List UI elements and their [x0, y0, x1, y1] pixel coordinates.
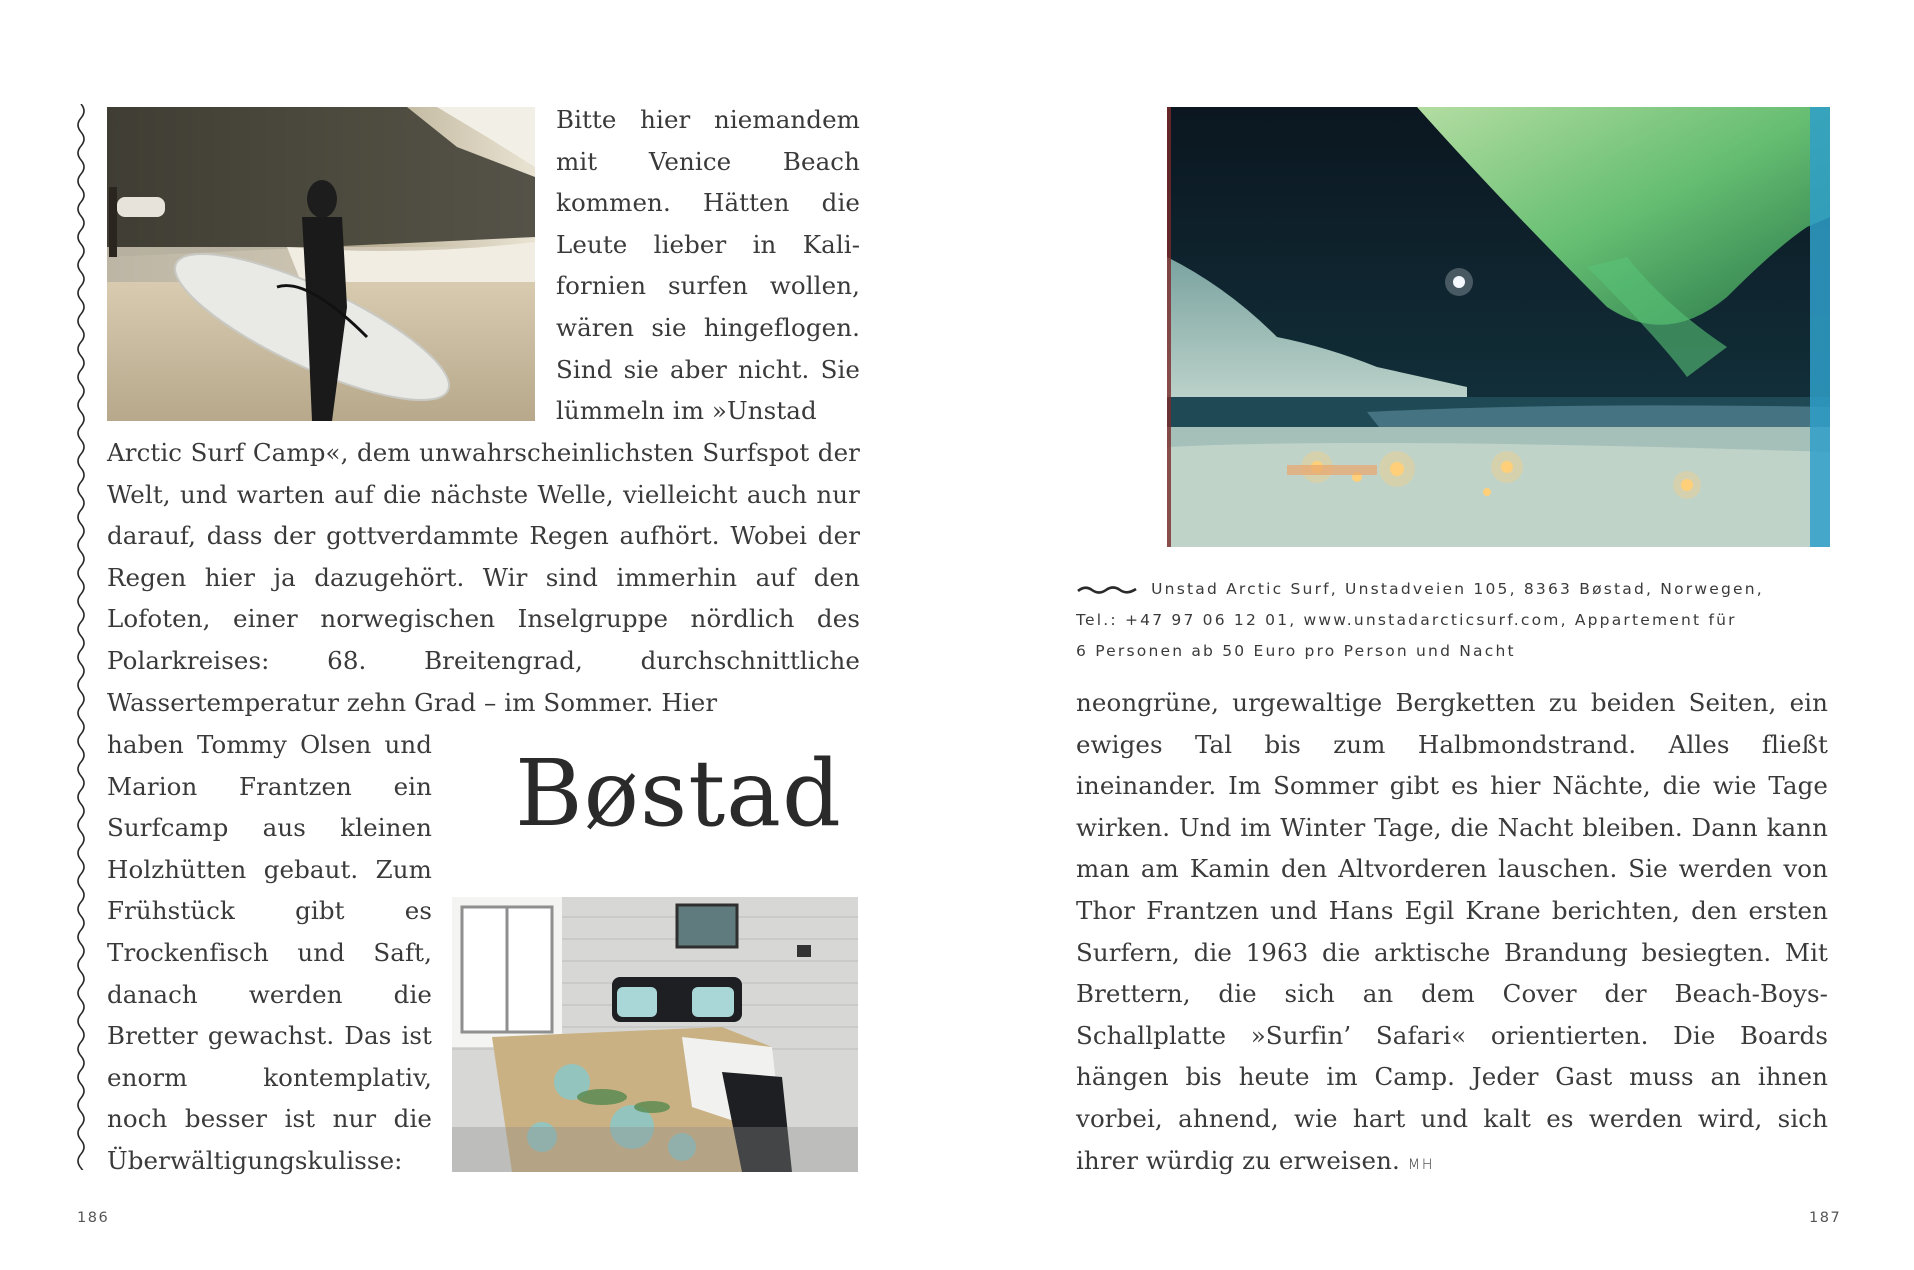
aurora-photo	[1167, 107, 1830, 547]
address-line-1-text: Unstad Arctic Surf, Unstadveien 105, 8363 Bøstad, Norwegen,	[1151, 580, 1764, 598]
address-line-2: Tel.: +47 97 06 12 01, www.unstadarcticsurf.com, Appartement für	[1076, 611, 1737, 629]
surfer-photo	[107, 107, 535, 421]
address-line-3: 6 Personen ab 50 Euro pro Person und Nacht	[1076, 642, 1516, 660]
address-line-1	[1076, 574, 1764, 605]
author-initials: MH	[1407, 1156, 1435, 1173]
body-paragraph	[1076, 682, 1828, 1186]
page-number-left: 186	[77, 1210, 110, 1226]
intro-paragraph-bottom: haben Tommy Olsen und Marion Frantzen ein Surfcamp aus kleinen Holzhütten gebaut. Zum Frühstück gibt es Trockenfisch und Saft, danach werden die Bretter gewachst. Das ist enorm kontemplativ, noch besser ist nur die Überwältigungskulisse:	[107, 730, 432, 1175]
intro-paragraph-full: Arctic Surf Camp«, dem unwahrscheinlichsten Surfspot der Welt, und warten auf die nächste Welle, vielleicht auch nur darauf, dass der gottverdammte Regen aufhört. Wobei der Regen hier ja dazugehört. Wir sind immerhin auf den Lofoten, einer norwegischen Inselgruppe nördlich des Polarkreises: 68. Breitengrad, durchschnittliche Wassertemperatur zehn Grad – im Sommer. Hier	[107, 438, 860, 717]
bedroom-photo	[452, 897, 858, 1172]
page-title: Bøstad	[515, 740, 842, 847]
page-number-right: 187	[1809, 1210, 1842, 1226]
tilde-icon	[1076, 585, 1138, 595]
wavy-line-icon	[74, 104, 88, 1170]
body-text: neongrüne, urgewaltige Bergketten zu beiden Seiten, ein ewiges Tal bis zum Halbmondstrand. Alles fließt ineinander. Im Sommer gibt es hier Nächte, die wie Tage wirken. Und im Winter Tage, die Nacht bleiben. Dann kann man am Kamin den Altvorderen lauschen. Sie werden von Thor Frantzen und Hans Egil Krane berichten, den ersten Surfern, die 1963 die arktische Brandung besiegten. Mit Brettern, die sich an dem Cover der Beach-Boys-Schallplatte »Surfin’ Safari« orientierten. Die Boards hängen bis heute im Camp. Jeder Gast muss an ihnen vorbei, ahnend, wie hart und kalt es werden wird, sich ihrer würdig zu erweisen.	[1076, 688, 1828, 1175]
intro-paragraph-top: Bitte hier niemandem mit Venice Beach kommen. Hätten die Leute lieber in Kalifornien surfen wollen, wären sie hingeflogen. Sind sie aber nicht. Sie lümmeln im »Unstad	[556, 105, 860, 426]
address-info	[1076, 574, 1764, 667]
right-page	[957, 0, 1914, 1270]
